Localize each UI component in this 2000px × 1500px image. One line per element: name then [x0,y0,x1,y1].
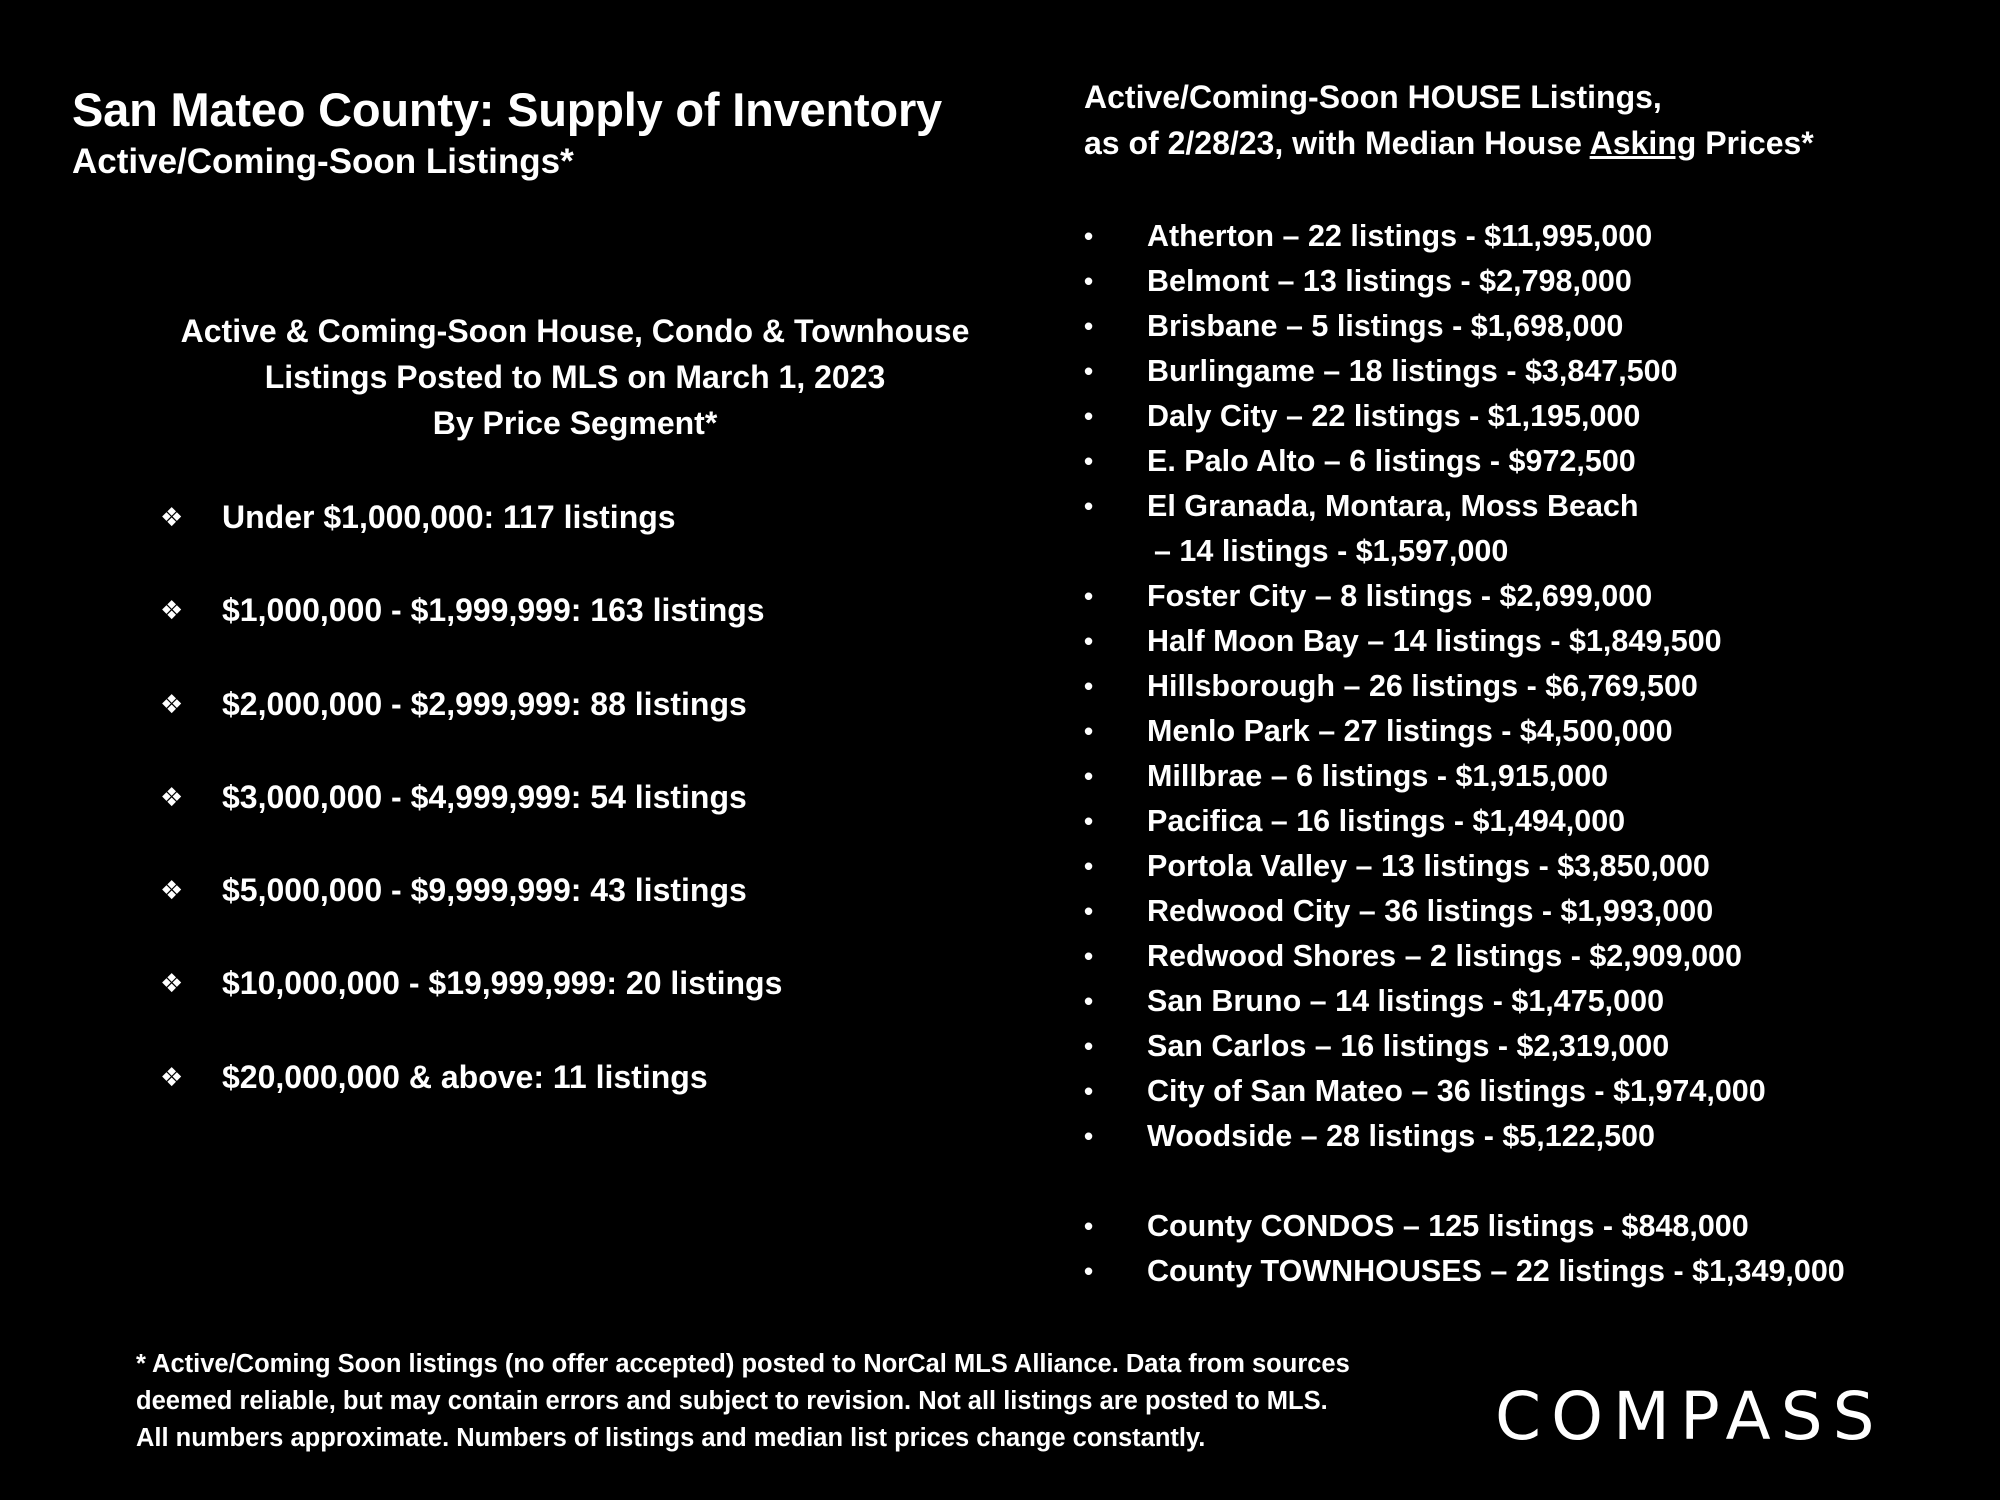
segment-text: Under $1,000,000: 117 listings [222,499,676,535]
list-item [160,959,782,1052]
compass-logo: COMPASS [1495,1378,1885,1455]
list-item [1084,304,1845,349]
diamond-bullet-icon: ❖ [160,688,184,719]
segment-text: $3,000,000 - $4,999,999: 54 listings [222,778,747,815]
bullet-icon: • [1084,221,1094,251]
bullet-icon: • [1084,446,1094,476]
list-item [1084,979,1845,1024]
city-text: – 14 listings - $1,597,000 [1154,534,1509,568]
county-text: County CONDOS – 125 listings - $848,000 [1147,1209,1749,1243]
city-text: Millbrae – 6 listings - $1,915,000 [1147,759,1609,793]
list-item [1084,349,1845,394]
footnote-line: All numbers approximate. Numbers of listings and median list prices change constantly. [136,1424,1206,1452]
list-item [1084,574,1845,619]
list-item [1084,1204,1845,1249]
segment-heading-line: Listings Posted to MLS on March 1, 2023 [264,359,886,395]
list-item [160,773,782,866]
house-listings-heading [1084,74,1814,166]
list-item [1084,394,1845,439]
city-text: Redwood Shores – 2 listings - $2,909,000 [1147,939,1742,973]
city-text: Woodside – 28 listings - $5,122,500 [1147,1119,1655,1153]
list-item [1084,1069,1845,1114]
bullet-icon: • [1084,356,1094,386]
city-text: E. Palo Alto – 6 listings - $972,500 [1147,444,1636,478]
bullet-icon: • [1084,311,1094,341]
list-item [1084,1114,1845,1159]
heading-text: Prices* [1696,125,1814,161]
list-item [1084,889,1845,934]
list-item [1084,1249,1845,1294]
page-title: San Mateo County: Supply of Inventory [72,83,942,136]
bullet-icon: • [1084,1121,1094,1151]
list-item [160,866,782,959]
list-item [160,493,782,586]
city-text: San Carlos – 16 listings - $2,319,000 [1147,1029,1670,1063]
city-text: Daly City – 22 listings - $1,195,000 [1147,399,1641,433]
bullet-icon: • [1084,896,1094,926]
heading-line-2 [1084,120,1814,166]
bullet-icon: • [1084,851,1094,881]
list-item [1084,619,1845,664]
city-text: Portola Valley – 13 listings - $3,850,000 [1147,849,1710,883]
list-item [1084,934,1845,979]
bullet-icon: • [1084,716,1094,746]
segment-heading-line: By Price Segment* [432,405,718,441]
list-item [1084,1024,1845,1069]
bullet-icon: • [1084,626,1094,656]
list-spacer [1084,1159,1845,1204]
segment-text: $2,000,000 - $2,999,999: 88 listings [222,685,747,722]
bullet-icon: • [1084,1031,1094,1061]
bullet-icon: • [1084,761,1094,791]
list-item [1084,754,1845,799]
segment-text: $5,000,000 - $9,999,999: 43 listings [222,872,747,909]
diamond-bullet-icon: ❖ [160,1061,184,1092]
city-text: Burlingame – 18 listings - $3,847,500 [1147,354,1678,388]
list-item [1084,439,1845,484]
city-text: El Granada, Montara, Moss Beach [1147,489,1639,523]
diamond-bullet-icon: ❖ [160,502,184,532]
list-item [160,586,782,679]
segment-text: $1,000,000 - $1,999,999: 163 listings [222,592,765,629]
county-text: County TOWNHOUSES – 22 listings - $1,349,000 [1147,1254,1845,1288]
list-item [1084,214,1845,259]
bullet-icon: • [1084,671,1094,701]
diamond-bullet-icon: ❖ [160,595,184,626]
segment-heading-line: Active & Coming-Soon House, Condo & Townhouse [180,313,970,349]
city-text: Atherton – 22 listings - $11,995,000 [1147,219,1653,253]
bullet-icon: • [1084,1076,1094,1106]
bullet-icon: • [1084,581,1094,611]
list-item [1084,664,1845,709]
footnote [136,1346,1350,1457]
city-text: Half Moon Bay – 14 listings - $1,849,500 [1147,624,1722,658]
segment-text: $20,000,000 & above: 11 listings [222,1058,708,1095]
bullet-icon: • [1084,491,1094,521]
list-item [1084,259,1845,304]
list-item [1084,484,1845,529]
city-text: Menlo Park – 27 listings - $4,500,000 [1147,714,1673,748]
diamond-bullet-icon: ❖ [160,875,184,906]
city-text: City of San Mateo – 36 listings - $1,974,000 [1147,1074,1766,1108]
city-text: Belmont – 13 listings - $2,798,000 [1147,264,1632,298]
list-item [160,680,782,773]
city-text: Pacifica – 16 listings - $1,494,000 [1147,804,1626,838]
city-text: San Bruno – 14 listings - $1,475,000 [1147,984,1665,1018]
heading-line-1: Active/Coming-Soon HOUSE Listings, [1084,79,1662,115]
footnote-line: deemed reliable, but may contain errors and subject to revision. Not all listings are posted to MLS. [136,1387,1328,1415]
list-item-continuation [1084,529,1845,574]
list-item [1084,844,1845,889]
list-item [160,1053,782,1146]
bullet-icon: • [1084,1256,1094,1286]
bullet-icon: • [1084,806,1094,836]
city-text: Brisbane – 5 listings - $1,698,000 [1147,309,1624,343]
segment-text: $10,000,000 - $19,999,999: 20 listings [222,965,783,1002]
price-segment-list [160,493,782,1146]
diamond-bullet-icon: ❖ [160,781,184,812]
footnote-line: * Active/Coming Soon listings (no offer accepted) posted to NorCal MLS Alliance. Data from sources [136,1350,1350,1378]
page-subtitle: Active/Coming-Soon Listings* [72,142,574,181]
city-listings-list [1084,214,1845,1294]
city-text: Redwood City – 36 listings - $1,993,000 [1147,894,1714,928]
underlined-word: Asking [1589,125,1697,161]
city-text: Hillsborough – 26 listings - $6,769,500 [1147,669,1698,703]
bullet-icon: • [1084,1211,1094,1241]
segment-heading [140,308,1010,446]
list-item [1084,799,1845,844]
bullet-icon: • [1084,401,1094,431]
bullet-icon: • [1084,986,1094,1016]
bullet-icon: • [1084,941,1094,971]
diamond-bullet-icon: ❖ [160,968,184,999]
bullet-icon: • [1084,266,1094,296]
list-item [1084,709,1845,754]
heading-text: as of 2/28/23, with Median House [1084,125,1590,161]
city-text: Foster City – 8 listings - $2,699,000 [1147,579,1653,613]
